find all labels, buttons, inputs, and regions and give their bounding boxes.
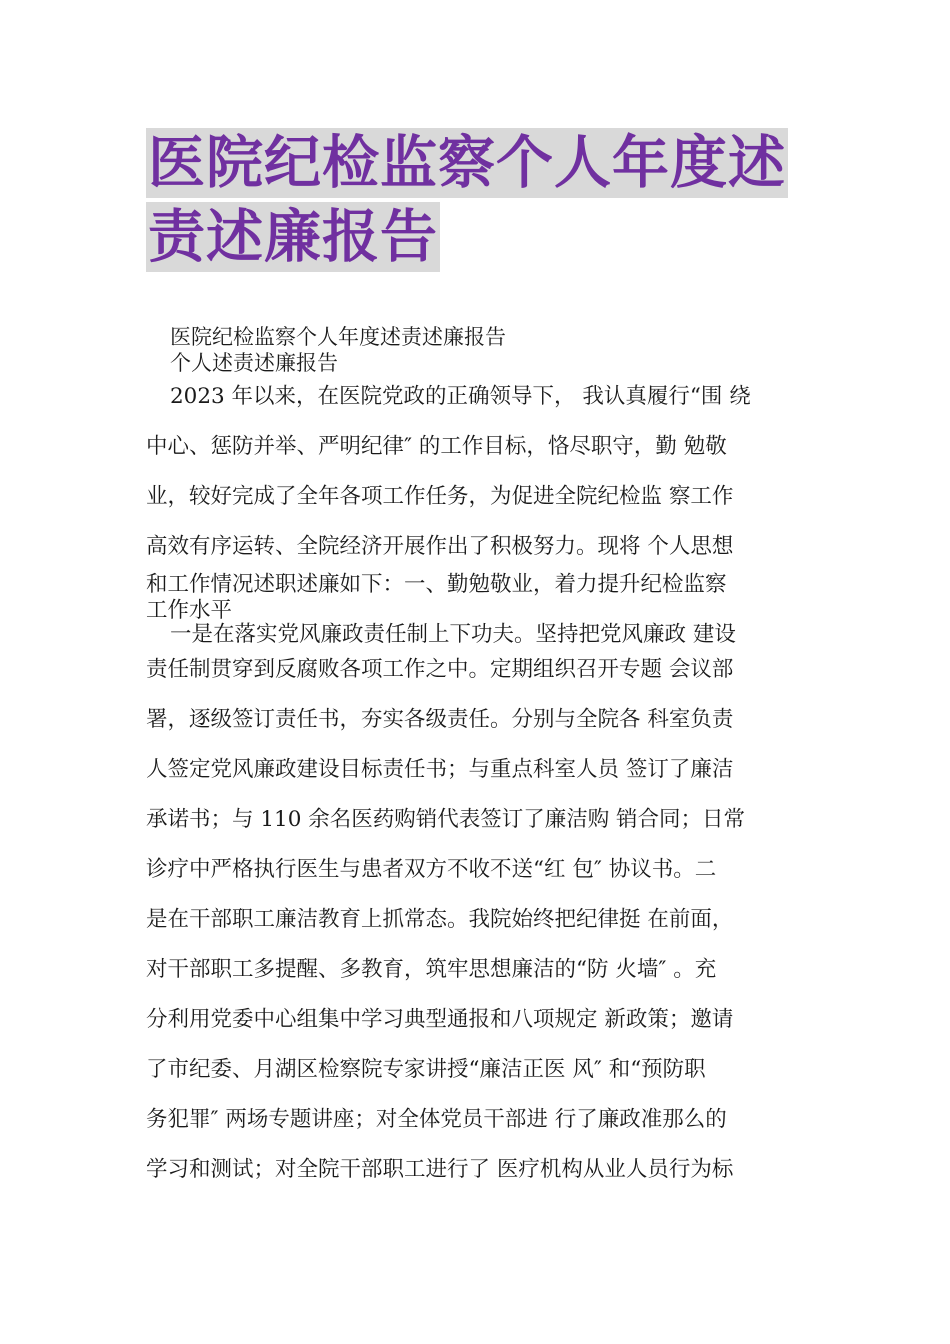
body-line: 责任制贯穿到反腐败各项工作之中。定期组织召开专题 会议部 bbox=[146, 657, 734, 682]
body-line: 中心、惩防并举、严明纪律″ 的工作目标，恪尽职守，勤 勉敬 bbox=[146, 434, 727, 459]
title-line-2: 责述廉报告 bbox=[148, 204, 438, 270]
body-line: 了市纪委、月湖区检察院专家讲授“廉洁正医 风″ 和“预防职 bbox=[146, 1057, 706, 1082]
body-line: 2023 年以来，在医院党政的正确领导下， 我认真履行“围 绕 bbox=[170, 384, 751, 409]
body-line: 一是在落实党风廉政责任制上下功夫。坚持把党风廉政 建设 bbox=[170, 622, 736, 647]
body-line: 分利用党委中心组集中学习典型通报和八项规定 新政策；邀请 bbox=[146, 1007, 734, 1032]
subheading-personal-report: 个人述责述廉报告 bbox=[170, 351, 338, 375]
body-line: 是在干部职工廉洁教育上抓常态。我院始终把纪律挺 在前面， bbox=[146, 907, 734, 932]
body-line: 业，较好完成了全年各项工作任务，为促进全院纪检监 察工作 bbox=[146, 484, 734, 509]
body-line: 高效有序运转、全院经济开展作出了积极努力。现将 个人思想 bbox=[146, 534, 734, 559]
title-line-1: 医院纪检监察个人年度述 bbox=[148, 130, 786, 196]
body-line: 诊疗中严格执行医生与患者双方不收不送“红 包″ 协议书。二 bbox=[146, 857, 717, 882]
body-line: 人签定党风廉政建设目标责任书；与重点科室人员 签订了廉洁 bbox=[146, 757, 734, 782]
body-line: 署，逐级签订责任书，夯实各级责任。分别与全院各 科室负责 bbox=[146, 707, 734, 732]
body-line: 学习和测试；对全院干部职工进行了 医疗机构从业人员行为标 bbox=[146, 1157, 734, 1182]
body-line: 务犯罪″ 两场专题讲座；对全体党员干部进 行了廉政准那么的 bbox=[146, 1107, 727, 1132]
body-line: 对干部职工多提醒、多教育，筑牢思想廉洁的“防 火墙″ 。充 bbox=[146, 957, 717, 982]
body-line: 承诺书；与 110 余名医药购销代表签订了廉洁购 销合同；日常 bbox=[146, 807, 746, 832]
body-line: 工作水平 bbox=[146, 598, 233, 623]
body-line: 和工作情况述职述廉如下：一、勤勉敬业，着力提升纪检监察 bbox=[146, 572, 727, 597]
subheading-report-title: 医院纪检监察个人年度述责述廉报告 bbox=[170, 325, 506, 349]
